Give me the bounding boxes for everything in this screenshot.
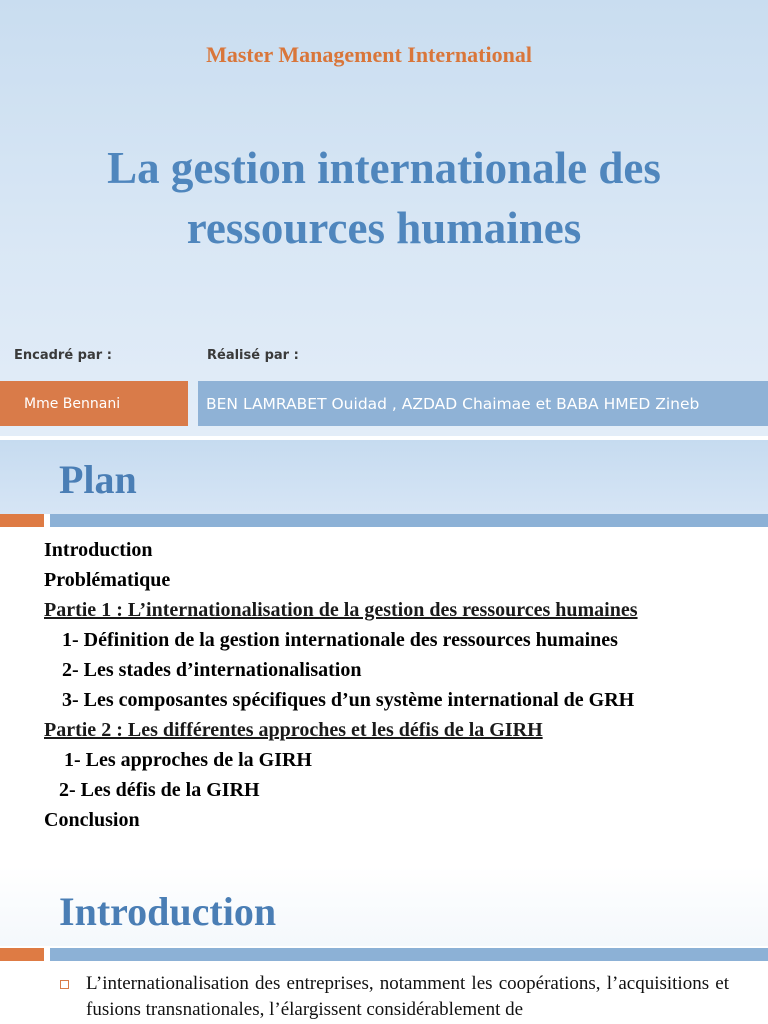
title-line-2: ressources humaines [186, 203, 582, 253]
introduction-header [0, 866, 768, 946]
plan-item-introduction: Introduction [44, 539, 153, 561]
plan-item-1-1: 1- Définition de la gestion internationale des ressources humaines [62, 629, 618, 651]
accent-bar-blue-2 [50, 948, 768, 961]
accent-bar-orange-2 [0, 948, 44, 961]
plan-item-2-1: 1- Les approches de la GIRH [64, 749, 312, 771]
title-line-1: La gestion internationale des [107, 143, 661, 193]
plan-item-partie-1: Partie 1 : L’internationalisation de la gestion des ressources humaines [44, 599, 638, 621]
presentation-title [0, 138, 768, 258]
intro-bullet-text: L’internationalisation des entreprises, notamment les coopérations, l’acquisitions et fusions transnationales, l’élargissent considérablement de [86, 973, 729, 1020]
authors-box [198, 381, 768, 426]
program-subtitle: Master Management International [206, 42, 532, 67]
plan-item-partie-2: Partie 2 : Les différentes approches et les défis de la GIRH [44, 719, 543, 741]
supervised-by-label: Encadré par : [14, 348, 112, 363]
plan-body [0, 528, 768, 866]
plan-item-1-2: 2- Les stades d’internationalisation [62, 659, 362, 681]
square-bullet-icon [60, 980, 69, 989]
plan-slide [0, 440, 768, 866]
introduction-slide [0, 866, 768, 1024]
accent-bar-blue [50, 514, 768, 527]
supervisor-name: Mme Bennani [24, 395, 121, 412]
accent-bar-orange [0, 514, 44, 527]
produced-by-label: Réalisé par : [207, 348, 299, 363]
title-slide [0, 0, 768, 436]
plan-item-conclusion: Conclusion [44, 809, 140, 831]
plan-item-1-3: 3- Les composantes spécifiques d’un système international de GRH [62, 689, 635, 711]
plan-item-problematique: Problématique [44, 569, 171, 591]
plan-header [0, 440, 768, 514]
plan-item-2-2: 2- Les défis de la GIRH [59, 779, 260, 801]
supervisor-box [0, 381, 188, 426]
introduction-title: Introduction [59, 889, 277, 934]
plan-title: Plan [59, 457, 137, 502]
authors-names: BEN LAMRABET Ouidad , AZDAD Chaimae et BABA HMED Zineb [206, 394, 700, 413]
